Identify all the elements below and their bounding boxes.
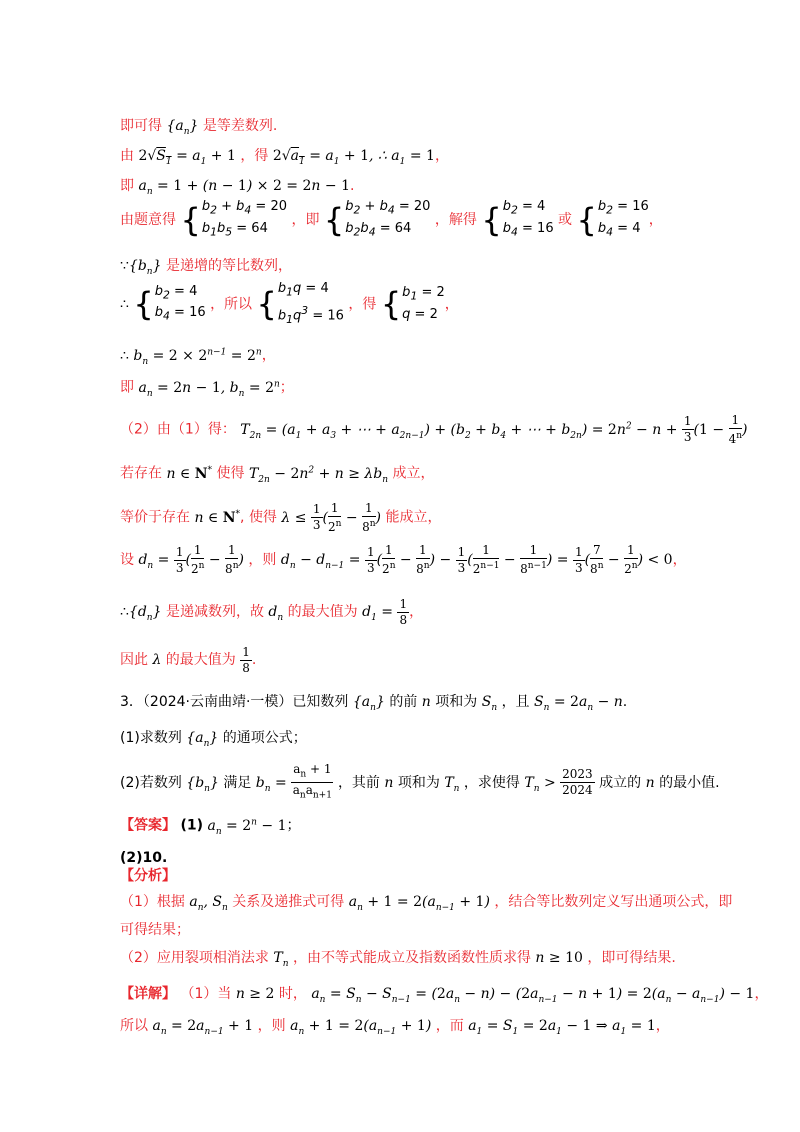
math-formula: $d_n$ [268, 604, 284, 623]
text-line: 若存在 n ∈ N* 使得 $T_{2n} - 2n^2 + n \ge \lambda b_n$ 成立， [120, 465, 435, 485]
text-line: （2）由（1）得： $T_{2n} = (a_1 + a_3$ + ⋯ + $a_{2n-1}) + (b_2 + b_4$ + ⋯ + $b_{2n}) = 2n^2 - n$ + $\frac{1}{3}$ (1 − $\frac{1}{4^n}$ ) [120, 412, 748, 446]
question-part-2: (2)若数列 $\{b_n\}$ 满足 $b_n$ = $\frac{a_n + 1}{a_na_{n+1}}$ ，其前 n 项和为 $T_n$ ，求使得 $T_n$ > $\frac{2023}{2024}$ 成立的 n 的最小值. [120, 762, 720, 801]
math-formula: $\{a_n\}$ [186, 730, 219, 749]
text-line: 即 $a_n = 2n - 1$, $b_n = 2^n$； [120, 379, 294, 399]
analysis-line-2: （2）应用裂项相消法求 $T_n$ ，由不等式能成立及指数函数性质求得 n ≥ 10 ，即可得结果. [120, 950, 676, 969]
text-line: $\therefore\{d_n\}$ 是递减数列，故 $d_n$ 的最大值为 $d_1$ = $\frac{1}{8}$ ， [120, 596, 424, 627]
detail-line: 【详解】 （1）当 n ≥ 2 时， $a_n = S_n - S_{n-1} = (2a_n - n) - (2a_{n-1} - n + 1) = 2(a_n - a_{n-1}) - 1$， [120, 986, 769, 1005]
math-formula: $T_n$ [444, 774, 460, 794]
text-line: ∴ { $b_2 = 4$ $b_4 = 16$ ，所以 { $b_1q = 4$ $b_1q^3 = 16$ ，得 { $b_1 = 2$ q = 2 ， [120, 280, 740, 329]
equation-system: { $b_2 + b_4 = 20$ $b_2b_4 = 64$ [323, 199, 431, 239]
math-formula: $a_n = 2n - 1$, $b_n = 2^n$ [138, 379, 280, 399]
math-formula: $a_n + 1 = 2(a_{n-1} + 1)$ [348, 894, 490, 913]
math-formula: $2√a_1 = a_1 + 1$, ∴ $a_1 = 1$ [272, 148, 435, 167]
math-formula: $\{a_n\}$ [352, 694, 385, 713]
math-formula: n ∈ N* [166, 465, 213, 482]
math-formula: λ ≤ $\frac{1}{3}$ ( $\frac{1}{2^n}$ − $\frac{1}{8^n}$ ) [281, 500, 381, 534]
analysis-line-1b: 可得结果； [120, 922, 190, 938]
math-formula: n [384, 774, 394, 791]
math-formula: $a_1 = S_1 = 2a_1 - 1$ ⇒ $a_1 = 1$ [468, 1018, 656, 1037]
math-formula: $T_{2n} = (a_1 + a_3$ + ⋯ + $a_{2n-1}) + (b_2 + b_4$ + ⋯ + $b_{2n}) = 2n^2 - n$ + $\frac{1}{3}$ (1 − $\frac{1}{4^n}$ ) [240, 412, 748, 446]
math-formula: n ≥ 2 [235, 986, 275, 1002]
math-formula: $a_n$, $S_n$ [189, 894, 228, 913]
math-formula: $\frac{1}{8}$ [242, 644, 250, 675]
math-formula: ∴ $b_n = 2 \times 2^{n-1} = 2^n$ [120, 347, 262, 367]
math-formula: $a_n + 1 = 2(a_{n-1} + 1)$ [290, 1018, 432, 1037]
math-formula: $2√S_1 = a_1 + 1$ [138, 148, 236, 167]
answer-part-2: (2)10. [120, 850, 168, 866]
math-formula: n [421, 694, 431, 710]
math-formula: n ∈ N* [194, 509, 241, 526]
math-formula: $\{a_n\}$ [166, 118, 199, 137]
text-line: 等价于存在 n ∈ N*, 使得 λ ≤ $\frac{1}{3}$ ( $\frac{1}{2^n}$ − $\frac{1}{8^n}$ ) 能成立， [120, 500, 442, 534]
math-formula: $a_n = 2a_{n-1} + 1$ [152, 1018, 254, 1037]
math-formula: $T_n$ > $\frac{2023}{2024}$ [524, 767, 593, 798]
math-formula: $\therefore\{d_n\}$ [120, 604, 162, 623]
question-header: 3．（2024·云南曲靖·一模）已知数列 $\{a_n\}$ 的前 n 项和为 $S_n$ ，且 $S_n = 2a_n - n$. [120, 694, 628, 713]
math-formula: $\{b_n\}$ [186, 774, 219, 794]
text-line: 由 $2√S_1 = a_1 + 1$ ，得 $2√a_1 = a_1 + 1$, ∴ $a_1 = 1$， [120, 148, 449, 167]
math-formula: $T_{2n} - 2n^2 + n \ge \lambda b_n$ [248, 465, 389, 485]
question-part-1: (1)求数列 $\{a_n\}$ 的通项公式； [120, 730, 307, 749]
equation-system: { $b_2 = 4$ $b_4 = 16$ [133, 283, 206, 324]
equation-system: { $b_2 + b_4 = 20$ $b_1b_5 = 64$ [180, 199, 287, 239]
answer-line: 【答案】 (1) $a_n = 2^n - 1$； [120, 817, 301, 837]
text-line: 由题意得 { $b_2 + b_4 = 20$ $b_1b_5 = 64$ ，即 { $b_2 + b_4 = 20$ $b_2b_4 = 64$ ，解得 { $b_2 = 4$ $b_4 = 16$ 或 { $b_2 = 16$ $b_4 = 4$ ， [120, 198, 740, 242]
math-formula: $a_n = S_n - S_{n-1} = (2a_n - n) - (2a_{n-1} - n + 1) = 2(a_n - a_{n-1}) - 1$ [311, 986, 755, 1005]
math-formula: $b_n$ = $\frac{a_n + 1}{a_na_{n+1}}$ [255, 762, 332, 801]
analysis-line-1: （1）根据 $a_n$, $S_n$ 关系及递推式可得 $a_n + 1 = 2(a_{n-1} + 1)$ ，结合等比数列定义写出通项公式，即 [120, 894, 733, 913]
math-formula: $T_n$ [273, 950, 289, 969]
math-formula: $d_1$ = $\frac{1}{8}$ [362, 596, 408, 627]
math-formula: $\because\{b_n\}$ [120, 258, 162, 277]
text-line: 设 $d_n$ = $\frac{1}{3}$ ( $\frac{1}{2^n}$ − $\frac{1}{8^n}$ ) ，则 $d_n - d_{n-1}$ = $\frac{1}{3}$ ( $\frac{1}{2^n}$ − $\frac{1}{8^n}$ ) − $\frac{1}{3}$ ( $\frac{1}{2^{n-1}}$ − $\frac{1}{8^{n-1}}$ ) = $\frac{1}{3}$ ( $\frac{7}{8^n}$ − $\frac{1}{2^n}$ ) < 0， [120, 543, 687, 576]
math-formula: $a_n = 1 + (n - 1) \times 2 = 2n - 1$ [138, 178, 350, 197]
detail-line-2: 所以 $a_n = 2a_{n-1} + 1$ ，则 $a_n + 1 = 2(a_{n-1} + 1)$ ，而 $a_1 = S_1 = 2a_1 - 1$ ⇒ $a_1 = 1$， [120, 1018, 670, 1037]
text-line: 即可得 $\{a_n\}$ 是等差数列. [120, 118, 278, 137]
equation-system: { $b_2 = 4$ $b_4 = 16$ [481, 199, 554, 239]
math-formula: $S_n$ [481, 694, 498, 713]
math-formula: $d_n - d_{n-1}$ = $\frac{1}{3}$ ( $\frac{1}{2^n}$ − $\frac{1}{8^n}$ ) − $\frac{1}{3}$ ( $\frac{1}{2^{n-1}}$ − $\frac{1}{8^{n-1}}$ ) = $\frac{1}{3}$ ( $\frac{7}{8^n}$ − $\frac{1}{2^n}$ ) < 0 [280, 543, 673, 576]
math-formula: n ≥ 10 [535, 950, 583, 966]
text-line: ∴ $b_n = 2 \times 2^{n-1} = 2^n$， [120, 347, 276, 367]
equation-system: { $b_1 = 2$ q = 2 [380, 285, 445, 324]
math-formula: $a_n = 2^n - 1$ [207, 817, 287, 837]
text-line: 因此 λ 的最大值为 $\frac{1}{8}$ . [120, 644, 257, 675]
math-formula: $S_n = 2a_n - n$ [534, 694, 623, 713]
equation-system: { $b_1q = 4$ $b_1q^3 = 16$ [256, 281, 344, 326]
analysis-label: 【分析】 [120, 868, 176, 884]
text-line: $\because\{b_n\}$ 是递增的等比数列， [120, 258, 292, 277]
math-formula: $d_n$ = $\frac{1}{3}$ ( $\frac{1}{2^n}$ − $\frac{1}{8^n}$ ) [138, 543, 244, 576]
math-formula: λ [152, 652, 162, 668]
text-line: 即 $a_n = 1 + (n - 1) \times 2 = 2n - 1$. [120, 178, 355, 197]
equation-system: { $b_2 = 16$ $b_4 = 4$ [576, 199, 649, 239]
math-formula: n [645, 774, 655, 791]
